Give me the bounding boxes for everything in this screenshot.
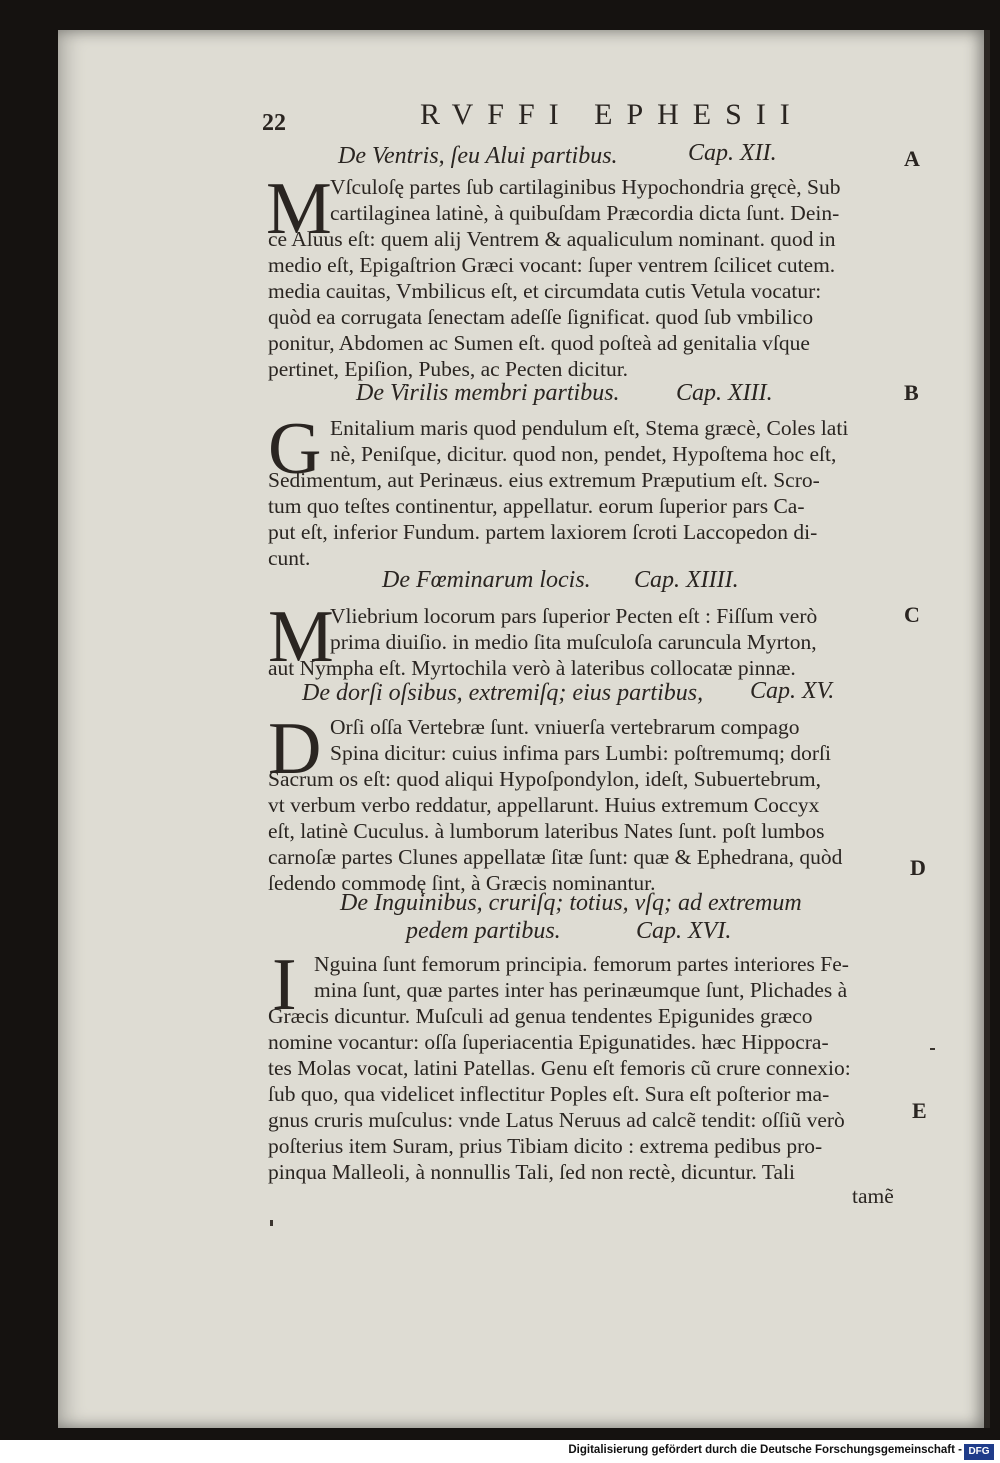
ink-speck <box>270 1220 273 1226</box>
text-line: nè, Peniſque, dicitur. quod non, pendet, Hypoſtema hoc eſt, <box>330 442 837 466</box>
text-line: carnoſæ partes Clunes appellatæ ſitæ ſunt: quæ & Ephedrana, quòd <box>268 845 843 869</box>
text-line: Nguina ſunt femorum principia. femorum partes interiores Fe- <box>314 952 849 976</box>
text-line: put eſt, inferior Fundum. partem laxiorem ſcroti Laccopedon di- <box>268 520 818 544</box>
text-line: ce Aluus eſt: quem alij Ventrem & aqualiculum nominant. quod in <box>268 227 836 251</box>
text-line: eſt, latinè Cuculus. à lumborum lateribus Nates ſunt. poſt lumbos <box>268 819 825 843</box>
text-line: pinqua Malleoli, à nonnullis Tali, ſed non rectè, dicuntur. Tali <box>268 1160 796 1184</box>
text-line: aut Nympha eſt. Myrtochila verò à lateribus collocatæ pinnæ. <box>268 656 796 680</box>
drop-cap: G <box>268 408 322 490</box>
ink-speck <box>930 1048 935 1050</box>
catchword: tamẽ <box>852 1184 894 1208</box>
text-line: media cauitas, Vmbilicus eſt, et circumdata cutis Vetula vocatur: <box>268 279 822 303</box>
chapter-number: Cap. XII. <box>688 140 777 166</box>
text-line: Sedimentum, aut Perinæus. eius extremum Præputium eſt. Scro- <box>268 468 820 492</box>
text-line: nomine vocantur: oſſa ſuperiacentia Epigunatides. hæc Hippocra- <box>268 1030 829 1054</box>
text-line: Vſculoſę partes ſub cartilaginibus Hypochondria gręcè, Sub <box>330 175 841 199</box>
text-line: poſterius item Suram, prius Tibiam dicito : extrema pedibus pro- <box>268 1134 823 1158</box>
text-line: ponitur, Abdomen ac Sumen eſt. quod poſteà ad genitalia vſque <box>268 331 810 355</box>
drop-cap: M <box>266 168 332 250</box>
section-heading: De Virilis membri partibus. <box>356 380 620 406</box>
page-edge <box>984 30 990 1428</box>
chapter-number: Cap. XVI. <box>636 918 732 944</box>
text-line: cunt. <box>268 546 311 570</box>
drop-cap: M <box>268 596 334 678</box>
margin-letter-c: C <box>904 602 920 627</box>
text-line: ſub quo, qua videlicet inflectitur Poples eſt. Sura eſt poſterior ma- <box>268 1082 830 1106</box>
text-line: vt verbum verbo reddatur, appellarunt. Huius extremum Coccyx <box>268 793 820 817</box>
text-line: Vliebrium locorum pars ſuperior Pecten eſt : Fiſſum verò <box>330 604 818 628</box>
text-line: tum quo teſtes continentur, appellatur. eorum ſuperior pars Ca- <box>268 494 805 518</box>
text-line: Sacrum os eſt: quod aliqui Hypoſpondylon, ideſt, Subuertebrum, <box>268 767 821 791</box>
drop-cap: D <box>268 708 322 790</box>
section-heading: De dorſi oſsibus, extremiſq; eius partibus, <box>302 680 704 706</box>
chapter-number: Cap. XIII. <box>676 380 773 406</box>
footer-credit-text: Digitalisierung gefördert durch die Deutsche Forschungsgemeinschaft - <box>568 1444 962 1456</box>
digitization-footer <box>0 1440 1000 1463</box>
drop-cap: I <box>272 944 297 1026</box>
text-line: mina ſunt, quæ partes inter has perinæumque ſunt, Plichades à <box>314 978 848 1002</box>
page-number: 22 <box>262 110 286 136</box>
text-line: quòd ea corrugata ſenectam adeſſe ſignificat. quod ſub vmbilico <box>268 305 814 329</box>
section-heading: De Inguinibus, cruriſq; totius, vſq; ad extremum <box>340 890 802 916</box>
text-line: gnus cruris muſculus: vnde Latus Neruus ad calcẽ tendit: oſſiũ verò <box>268 1108 845 1132</box>
text-line: Enitalium maris quod pendulum eſt, Stema græcè, Coles lati <box>330 416 849 440</box>
text-line: tes Molas vocat, latini Patellas. Genu eſt femoris cũ crure connexio: <box>268 1056 851 1080</box>
text-line: cartilaginea latinè, à quibuſdam Præcordia dicta ſunt. Dein- <box>330 201 840 225</box>
dfg-logo: DFG <box>964 1444 994 1460</box>
chapter-number: Cap. XV. <box>750 678 835 704</box>
text-line: medio eſt, Epigaſtrion Græci vocant: ſuper ventrem ſcilicet cutem. <box>268 253 836 277</box>
text-line: prima diuiſio. in medio ſita muſculoſa caruncula Myrton, <box>330 630 817 654</box>
margin-letter-b: B <box>904 380 919 405</box>
text-line: Orſi oſſa Vertebræ ſunt. vniuerſa vertebrarum compago <box>330 715 800 739</box>
section-heading: De Fœminarum locis. <box>382 567 591 593</box>
section-heading: De Ventris, ſeu Alui partibus. <box>338 143 618 169</box>
margin-letter-e: E <box>912 1098 927 1123</box>
margin-letter-a: A <box>904 146 920 171</box>
chapter-number: Cap. XIIII. <box>634 567 739 593</box>
text-line: ſedendo commodę ſint, à Græcis nominantur. <box>268 871 656 895</box>
text-line: Spina dicitur: cuius infima pars Lumbi: poſtremumq; dorſi <box>330 741 831 765</box>
running-head: RVFFI EPHESII <box>420 98 804 131</box>
section-heading-continued: pedem partibus. <box>406 918 561 944</box>
text-line: Græcis dicuntur. Muſculi ad genua tendentes Epigunides græco <box>268 1004 813 1028</box>
margin-letter-d: D <box>910 855 926 880</box>
text-line: pertinet, Epiſion, Pubes, ac Pecten dicitur. <box>268 357 629 381</box>
